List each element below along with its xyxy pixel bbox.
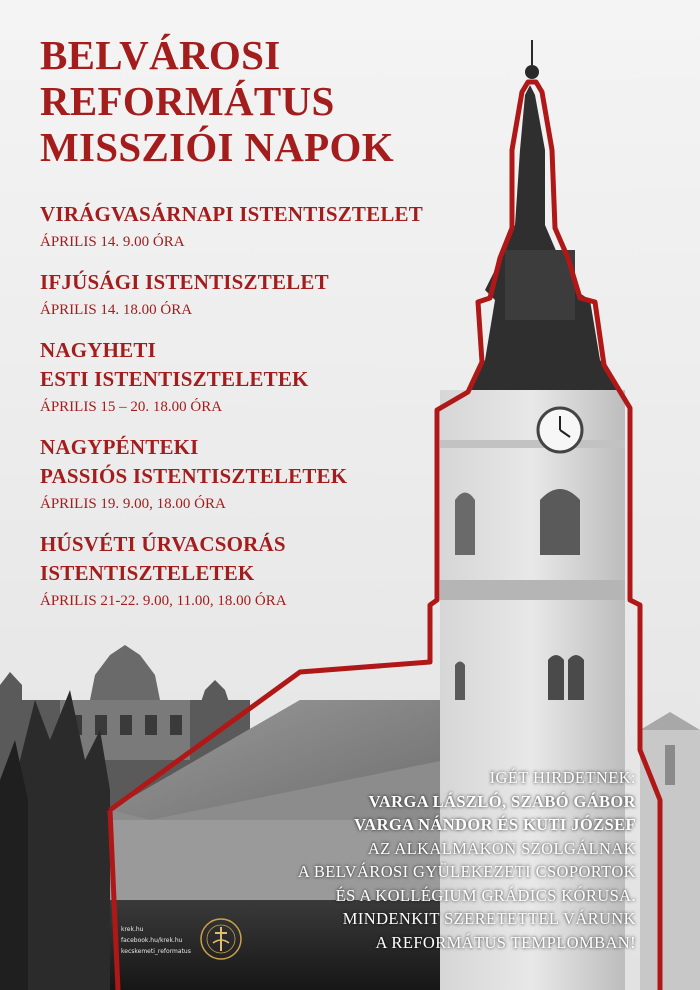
event-heading-line: NAGYHETI: [40, 338, 156, 362]
preacher-names: VARGA LÁSZLÓ, SZABÓ GÁBOR: [368, 791, 636, 811]
event-heading: [40, 530, 480, 588]
title-line-1: BELVÁROSI: [40, 32, 281, 78]
event-heading: [40, 200, 480, 229]
event-heading-line: IFJÚSÁGI ISTENTISZTELET: [40, 270, 329, 294]
poster-title: [40, 32, 394, 170]
service-text: ÉS A KOLLÉGIUM GRÁDICS KÓRUSA.: [335, 885, 636, 905]
website-link[interactable]: krek.hu: [121, 926, 144, 933]
event-heading: [40, 433, 480, 491]
title-line-3: MISSZIÓI NAPOK: [40, 124, 394, 170]
event-heading-line: PASSIÓS ISTENTISZTELETEK: [40, 464, 348, 488]
right-building: [640, 712, 700, 990]
event-item: [40, 268, 480, 321]
event-time: ÁPRILIS 19. 9.00, 18.00 ÓRA: [40, 496, 226, 512]
service-text: A BELVÁROSI GYÜLEKEZETI CSOPORTOK: [297, 862, 636, 881]
event-time: ÁPRILIS 14. 18.00 ÓRA: [40, 302, 193, 318]
title-line-2: REFORMÁTUS: [40, 78, 335, 124]
preacher-names: VARGA NÁNDOR ÉS KUTI JÓZSEF: [354, 815, 636, 834]
contact-links: [121, 924, 191, 957]
church-logo-icon: [199, 917, 243, 961]
event-time: ÁPRILIS 21-22. 9.00, 11.00, 18.00 ÓRA: [40, 593, 287, 609]
event-time: ÁPRILIS 15 – 20. 18.00 ÓRA: [40, 399, 223, 415]
event-heading-line: NAGYPÉNTEKI: [40, 435, 199, 459]
event-item: [40, 530, 480, 612]
invitation-text: A REFORMÁTUS TEMPLOMBAN!: [375, 932, 636, 952]
preachers-label: IGÉT HIRDETNEK:: [489, 768, 636, 787]
service-text: AZ ALKALMAKON SZOLGÁLNAK: [367, 838, 636, 858]
event-item: [40, 433, 480, 515]
event-heading-line: ESTI ISTENTISZTELETEK: [40, 367, 309, 391]
event-item: [40, 200, 480, 253]
event-item: [40, 336, 480, 418]
event-heading: [40, 336, 480, 394]
instagram-link[interactable]: kecskemeti_reformatus: [121, 948, 191, 955]
event-heading: [40, 268, 480, 297]
event-heading-line: ISTENTISZTELETEK: [40, 561, 255, 585]
event-heading-line: VIRÁGVASÁRNAPI ISTENTISZTELET: [40, 202, 423, 226]
invitation-text: MINDENKIT SZERETETTEL VÁRUNK: [342, 909, 636, 928]
event-heading-line: HÚSVÉTI ÚRVACSORÁS: [40, 532, 286, 556]
facebook-link[interactable]: facebook.hu/krek.hu: [121, 937, 183, 944]
event-time: ÁPRILIS 14. 9.00 ÓRA: [40, 234, 185, 250]
event-list: [40, 200, 480, 627]
preachers-block: [176, 766, 636, 954]
